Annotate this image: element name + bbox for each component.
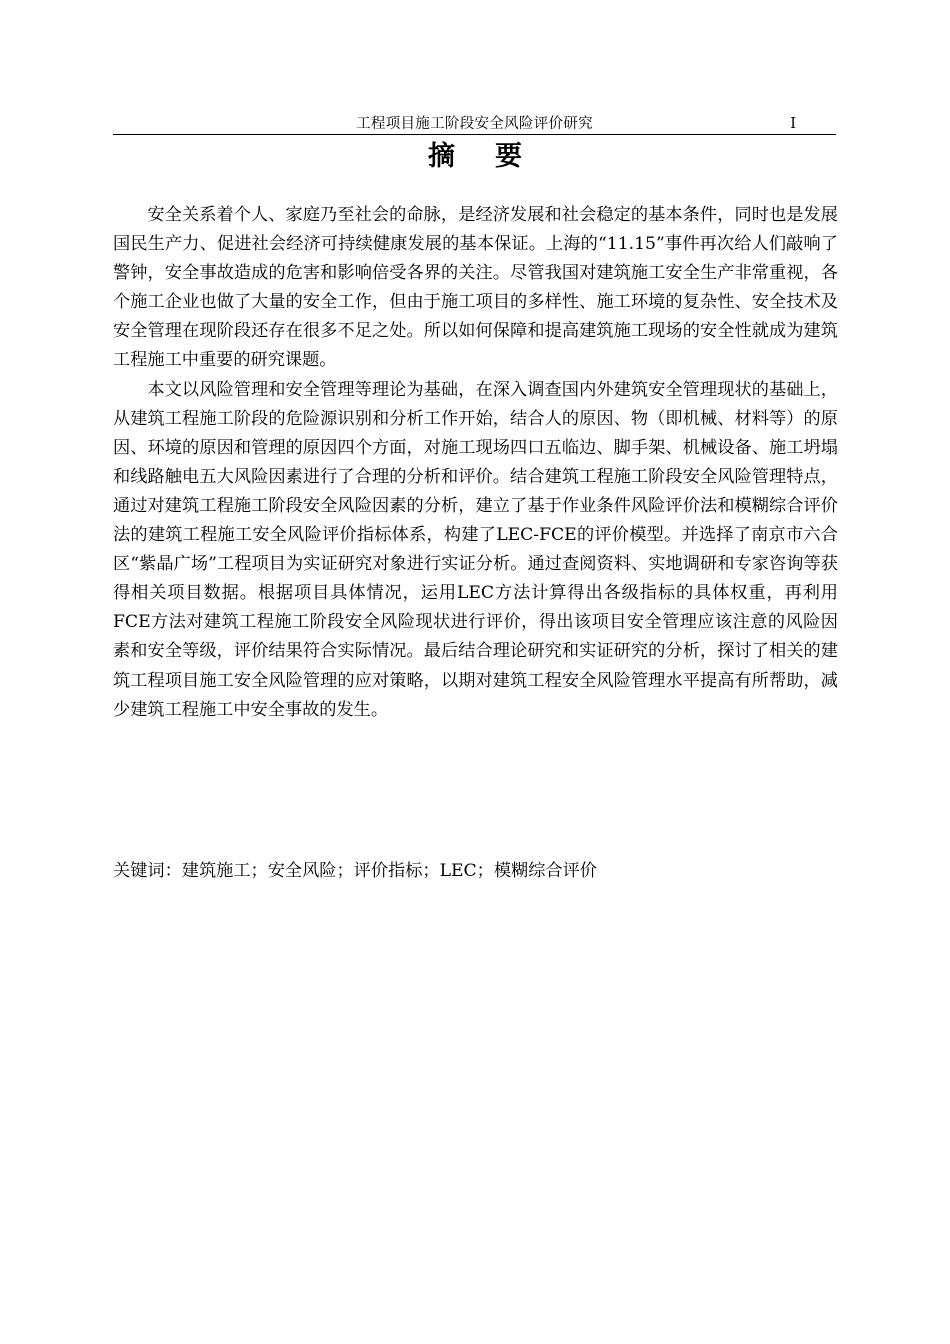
abstract-title: 摘要 [428,141,562,172]
abstract-body [113,201,838,725]
keywords-line: 关键词：建筑施工；安全风险；评价指标；LEC；模糊综合评价 [113,861,597,881]
abstract-paragraph-2: 本文以风险管理和安全管理等理论为基础，在深入调查国内外建筑安全管理现状的基础上，从建筑工程施工阶段的危险源识别和分析工作开始，结合人的原因、物（即机械、材料等）的原因、环境的原因和管理的原因四个方面，对施工现场四口五临边、脚手架、机械设备、施工坍塌和线路触电五大风险因素进行了合理的分析和评价。结合建筑工程施工阶段安全风险管理特点，通过对建筑工程施工阶段安全风险因素的分析，建立了基于作业条件风险评价法和模糊综合评价法的建筑工程施工安全风险评价指标体系，构建了LEC-FCE的评价模型。并选择了南京市六合区“紫晶广场”工程项目为实证研究对象进行实证分析。通过查阅资料、实地调研和专家咨询等获得相关项目数据。根据项目具体情况，运用LEC方法计算得出各级指标的具体权重，再利用FCE方法对建筑工程施工阶段安全风险现状进行评价，得出该项目安全管理应该注意的风险因素和安全等级，评价结果符合实际情况。最后结合理论研究和实证研究的分析，探讨了相关的建筑工程项目施工安全风险管理的应对策略，以期对建筑工程安全风险管理水平提高有所帮助，减少建筑工程施工中安全事故的发生。 [113,379,838,720]
abstract-paragraph-1: 安全关系着个人、家庭乃至社会的命脉，是经济发展和社会稳定的基本条件，同时也是发展国民生产力、促进社会经济可持续健康发展的基本保证。上海的“11.15”事件再次给人们敲响了警钟，安全事故造成的危害和影响倍受各界的关注。尽管我国对建筑施工安全生产非常重视，各个施工企业也做了大量的安全工作，但由于施工项目的多样性、施工环境的复杂性、安全技术及安全管理在现阶段还存在很多不足之处。所以如何保障和提高建筑施工现场的安全性就成为建筑工程施工中重要的研究课题。 [113,205,838,371]
running-header [113,114,836,135]
running-title: 工程项目施工阶段安全风险评价研究 [356,116,593,132]
page-number: I [790,116,796,132]
